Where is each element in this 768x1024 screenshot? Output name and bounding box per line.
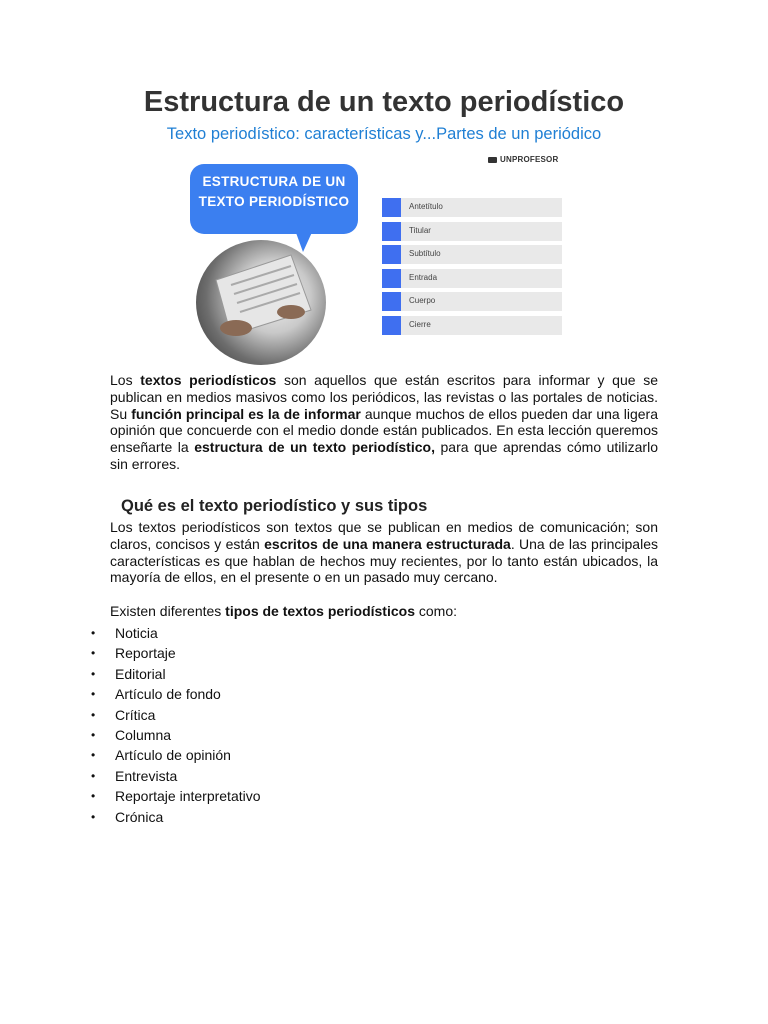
list-item: • Artículo de opinión	[90, 745, 261, 765]
intro-paragraph	[110, 372, 658, 473]
bold-text: estructura de un texto periodístico,	[194, 439, 435, 456]
part-square	[382, 198, 401, 217]
brand-logo-icon	[488, 157, 497, 163]
part-label: Subtítulo	[409, 249, 441, 258]
text-segment: como:	[415, 603, 458, 619]
list-item: • Reportaje	[90, 643, 261, 663]
types-intro	[110, 603, 457, 619]
brand-name: UNPROFESOR	[500, 155, 559, 164]
part-label: Antetítulo	[409, 202, 443, 211]
part-label: Cierre	[409, 319, 431, 329]
part-row	[382, 269, 562, 288]
part-row	[382, 245, 562, 264]
bubble-line-2: TEXTO PERIODÍSTICO	[198, 194, 350, 209]
newspaper-photo	[196, 240, 326, 365]
types-list	[90, 623, 261, 827]
text-segment: aunque muchos de ellos pueden dar una ligera opinión que concuerde con el medio donde están publicados. En esta lección queremos enseñarte la	[110, 405, 659, 456]
speech-bubble-text	[190, 172, 358, 212]
part-square	[382, 245, 401, 264]
text-segment: Los	[110, 372, 141, 388]
text-segment: para que aprendas cómo utilizarlo sin errores.	[110, 439, 658, 472]
bold-text: escritos de una manera estructurada	[264, 535, 511, 552]
brand-logo	[488, 155, 558, 164]
part-row	[382, 292, 562, 311]
definition-paragraph	[110, 519, 658, 586]
bold-text: tipos de textos periodísticos	[225, 603, 415, 619]
part-row	[382, 316, 562, 335]
list-item: • Crítica	[90, 705, 261, 725]
part-label: Entrada	[409, 272, 438, 282]
text-segment: Los textos periodísticos son textos que se publican en medios de comunicación; son claros, concisos y están	[110, 519, 658, 552]
bubble-line-1: ESTRUCTURA DE UN	[202, 174, 346, 189]
part-square	[382, 292, 401, 311]
part-square	[382, 316, 401, 335]
parts-list	[382, 198, 562, 339]
structure-figure	[190, 150, 570, 365]
list-item: • Editorial	[90, 664, 261, 684]
part-square	[382, 269, 401, 288]
text-segment: . Una de las principales características es que hablan de hechos muy recientes, por lo tanto están ubicados, la mayoría de ellos, en el presente o en un pasado muy cercano.	[110, 535, 658, 586]
text-segment: Existen diferentes	[110, 603, 226, 619]
list-item: • Reportaje interpretativo	[90, 786, 261, 806]
part-square	[382, 222, 401, 241]
section-heading: Qué es el texto periodístico y sus tipos	[121, 497, 428, 515]
newspaper-illustration	[196, 240, 326, 365]
part-label: Cuerpo	[409, 296, 436, 305]
page-title: Estructura de un texto periodístico	[143, 86, 625, 118]
part-row	[382, 198, 562, 217]
page-subtitle-link[interactable]: Texto periodístico: características y...Partes de un periódico	[166, 125, 602, 143]
part-label: Titular	[409, 225, 431, 235]
bold-text: textos periodísticos	[140, 372, 277, 388]
part-row	[382, 222, 562, 241]
list-item: • Artículo de fondo	[90, 684, 261, 704]
list-item: • Noticia	[90, 623, 261, 643]
list-item: • Crónica	[90, 807, 261, 827]
bold-text: función principal es la de informar	[131, 405, 361, 422]
speech-bubble-tail	[295, 230, 313, 252]
text-segment: son aquellos que están escritos para informar y que se publican en medios masivos como los periódicos, las revistas o las portales de noticias. Su	[110, 372, 658, 422]
list-item: • Entrevista	[90, 766, 261, 786]
list-item: • Columna	[90, 725, 261, 745]
